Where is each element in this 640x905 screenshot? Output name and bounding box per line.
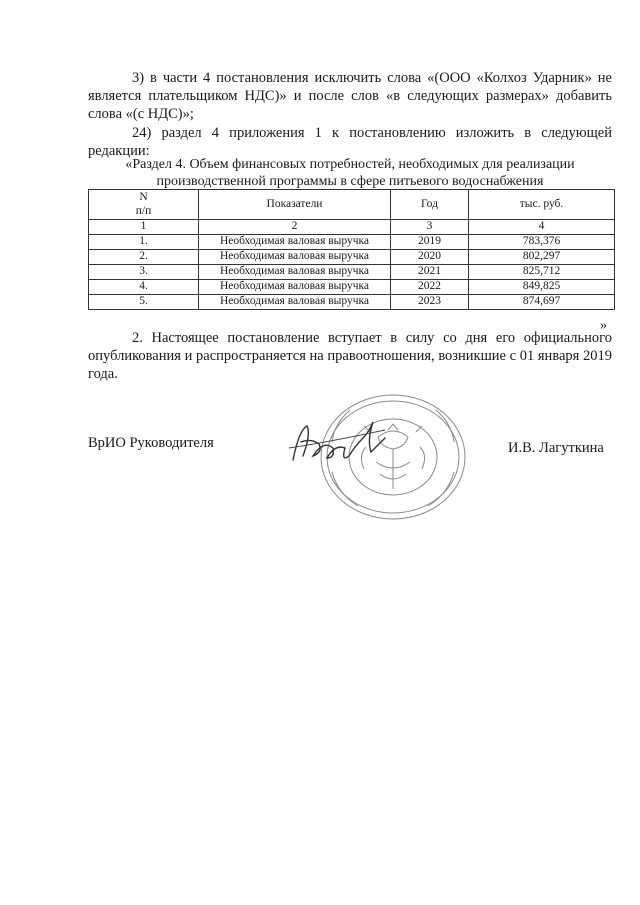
row-number: 5. bbox=[89, 295, 199, 310]
row-year: 2021 bbox=[391, 265, 469, 280]
row-number: 2. bbox=[89, 250, 199, 265]
row-indicator: Необходимая валовая выручка bbox=[199, 295, 391, 310]
row-amount: 802,297 bbox=[469, 250, 615, 265]
signatory-name: И.В. Лагуткина bbox=[508, 440, 604, 456]
signatory-role: ВрИО Руководителя bbox=[88, 435, 214, 451]
closing-quote-mark: » bbox=[600, 318, 607, 333]
paragraph-text: 2. Настоящее постановление вступает в силу со дня его официального опубликования и распространяется на правоотношения, возникшие с 01 января 2019 года. bbox=[88, 330, 612, 382]
row-amount: 849,825 bbox=[469, 280, 615, 295]
row-indicator: Необходимая валовая выручка bbox=[199, 235, 391, 250]
row-year: 2023 bbox=[391, 295, 469, 310]
header-number-pp: п/п bbox=[135, 204, 152, 217]
paragraph-item-3 bbox=[88, 69, 612, 123]
header-indicators: Показатели bbox=[199, 190, 391, 220]
header-year: Год bbox=[391, 190, 469, 220]
row-indicator: Необходимая валовая выручка bbox=[199, 280, 391, 295]
table-header-row bbox=[89, 190, 615, 220]
header-number-n: N bbox=[139, 191, 148, 203]
column-number: 1 bbox=[89, 220, 199, 235]
paragraph-text: 24) раздел 4 приложения 1 к постановлению изложить в следующей редакции: bbox=[88, 125, 612, 159]
column-number: 3 bbox=[391, 220, 469, 235]
column-numbering-row bbox=[89, 220, 615, 235]
financial-needs-table bbox=[88, 189, 615, 310]
row-year: 2022 bbox=[391, 280, 469, 295]
header-number bbox=[89, 190, 199, 220]
row-year: 2019 bbox=[391, 235, 469, 250]
column-number: 2 bbox=[199, 220, 391, 235]
table-row bbox=[89, 280, 615, 295]
column-number: 4 bbox=[469, 220, 615, 235]
table-caption: «Раздел 4. Объем финансовых потребностей, необходимых для реализации производственной программы в сфере питьевого водоснабжения bbox=[125, 157, 575, 189]
table-row bbox=[89, 295, 615, 310]
table-row bbox=[89, 250, 615, 265]
row-amount: 825,712 bbox=[469, 265, 615, 280]
handwritten-signature-icon bbox=[285, 412, 395, 472]
row-amount: 874,697 bbox=[469, 295, 615, 310]
paragraph-item-24 bbox=[88, 124, 612, 160]
row-number: 4. bbox=[89, 280, 199, 295]
paragraph-item-2 bbox=[88, 329, 612, 383]
row-amount: 783,376 bbox=[469, 235, 615, 250]
table-row bbox=[89, 265, 615, 280]
paragraph-text: 3) в части 4 постановления исключить слова «(ООО «Колхоз Ударник» не является плательщиком НДС)» и после слов «в следующих размерах» добавить слова «(с НДС)»; bbox=[88, 70, 612, 122]
row-indicator: Необходимая валовая выручка bbox=[199, 250, 391, 265]
table-row bbox=[89, 235, 615, 250]
row-year: 2020 bbox=[391, 250, 469, 265]
row-indicator: Необходимая валовая выручка bbox=[199, 265, 391, 280]
row-number: 1. bbox=[89, 235, 199, 250]
row-number: 3. bbox=[89, 265, 199, 280]
header-amount: тыс. руб. bbox=[469, 190, 615, 220]
